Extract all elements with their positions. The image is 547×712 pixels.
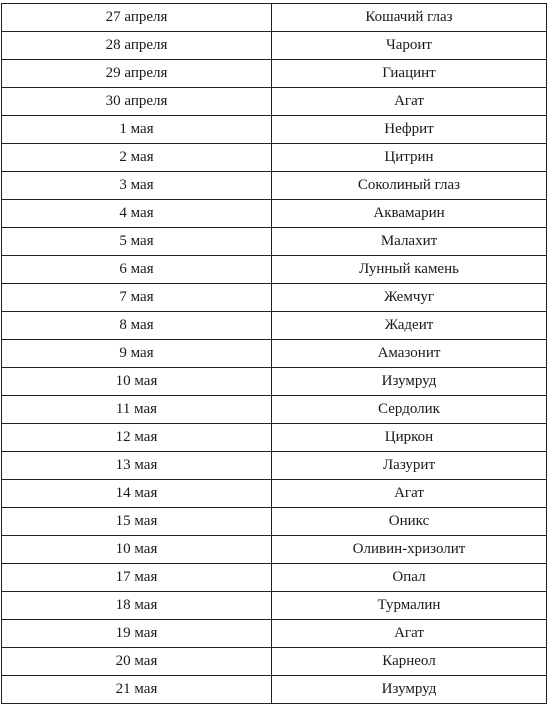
table-row [2, 564, 547, 592]
table-body [2, 4, 547, 704]
stone-cell: Изумруд [272, 368, 547, 396]
date-cell: 7 мая [2, 284, 272, 312]
table-row [2, 256, 547, 284]
table-row [2, 60, 547, 88]
table-row [2, 648, 547, 676]
table-row [2, 592, 547, 620]
stone-cell: Аквамарин [272, 200, 547, 228]
date-cell: 20 мая [2, 648, 272, 676]
table-row [2, 200, 547, 228]
date-cell: 8 мая [2, 312, 272, 340]
stone-cell: Циркон [272, 424, 547, 452]
birthstone-table [1, 3, 547, 704]
date-cell: 21 мая [2, 676, 272, 704]
stone-cell: Оникс [272, 508, 547, 536]
date-cell: 10 мая [2, 536, 272, 564]
stone-cell: Нефрит [272, 116, 547, 144]
stone-cell: Гиацинт [272, 60, 547, 88]
table-row [2, 620, 547, 648]
table-row [2, 32, 547, 60]
stone-cell: Цитрин [272, 144, 547, 172]
stone-cell: Амазонит [272, 340, 547, 368]
date-cell: 30 апреля [2, 88, 272, 116]
table-row [2, 452, 547, 480]
date-cell: 9 мая [2, 340, 272, 368]
stone-cell: Опал [272, 564, 547, 592]
date-cell: 10 мая [2, 368, 272, 396]
date-cell: 6 мая [2, 256, 272, 284]
stone-cell: Агат [272, 620, 547, 648]
stone-cell: Агат [272, 88, 547, 116]
stone-cell: Оливин-хризолит [272, 536, 547, 564]
table-row [2, 144, 547, 172]
date-cell: 11 мая [2, 396, 272, 424]
stone-cell: Кошачий глаз [272, 4, 547, 32]
table-row [2, 340, 547, 368]
stone-cell: Жемчуг [272, 284, 547, 312]
stone-cell: Карнеол [272, 648, 547, 676]
date-cell: 17 мая [2, 564, 272, 592]
table-row [2, 88, 547, 116]
stone-cell: Лунный камень [272, 256, 547, 284]
date-cell: 19 мая [2, 620, 272, 648]
stone-cell: Жадеит [272, 312, 547, 340]
date-cell: 5 мая [2, 228, 272, 256]
date-cell: 13 мая [2, 452, 272, 480]
date-cell: 27 апреля [2, 4, 272, 32]
table-row [2, 424, 547, 452]
date-cell: 4 мая [2, 200, 272, 228]
table-row [2, 172, 547, 200]
date-cell: 29 апреля [2, 60, 272, 88]
date-cell: 14 мая [2, 480, 272, 508]
table-row [2, 536, 547, 564]
stone-cell: Изумруд [272, 676, 547, 704]
table-row [2, 228, 547, 256]
date-cell: 1 мая [2, 116, 272, 144]
table-row [2, 116, 547, 144]
table-row [2, 508, 547, 536]
stone-cell: Чароит [272, 32, 547, 60]
table-row [2, 284, 547, 312]
date-cell: 15 мая [2, 508, 272, 536]
table-row [2, 312, 547, 340]
stone-cell: Турмалин [272, 592, 547, 620]
stone-cell: Агат [272, 480, 547, 508]
table-row [2, 4, 547, 32]
table-row [2, 676, 547, 704]
table-row [2, 480, 547, 508]
table-row [2, 368, 547, 396]
stone-cell: Малахит [272, 228, 547, 256]
date-cell: 12 мая [2, 424, 272, 452]
date-cell: 18 мая [2, 592, 272, 620]
table-row [2, 396, 547, 424]
date-cell: 28 апреля [2, 32, 272, 60]
date-cell: 3 мая [2, 172, 272, 200]
stone-cell: Лазурит [272, 452, 547, 480]
date-cell: 2 мая [2, 144, 272, 172]
stone-cell: Соколиный глаз [272, 172, 547, 200]
stone-cell: Сердолик [272, 396, 547, 424]
